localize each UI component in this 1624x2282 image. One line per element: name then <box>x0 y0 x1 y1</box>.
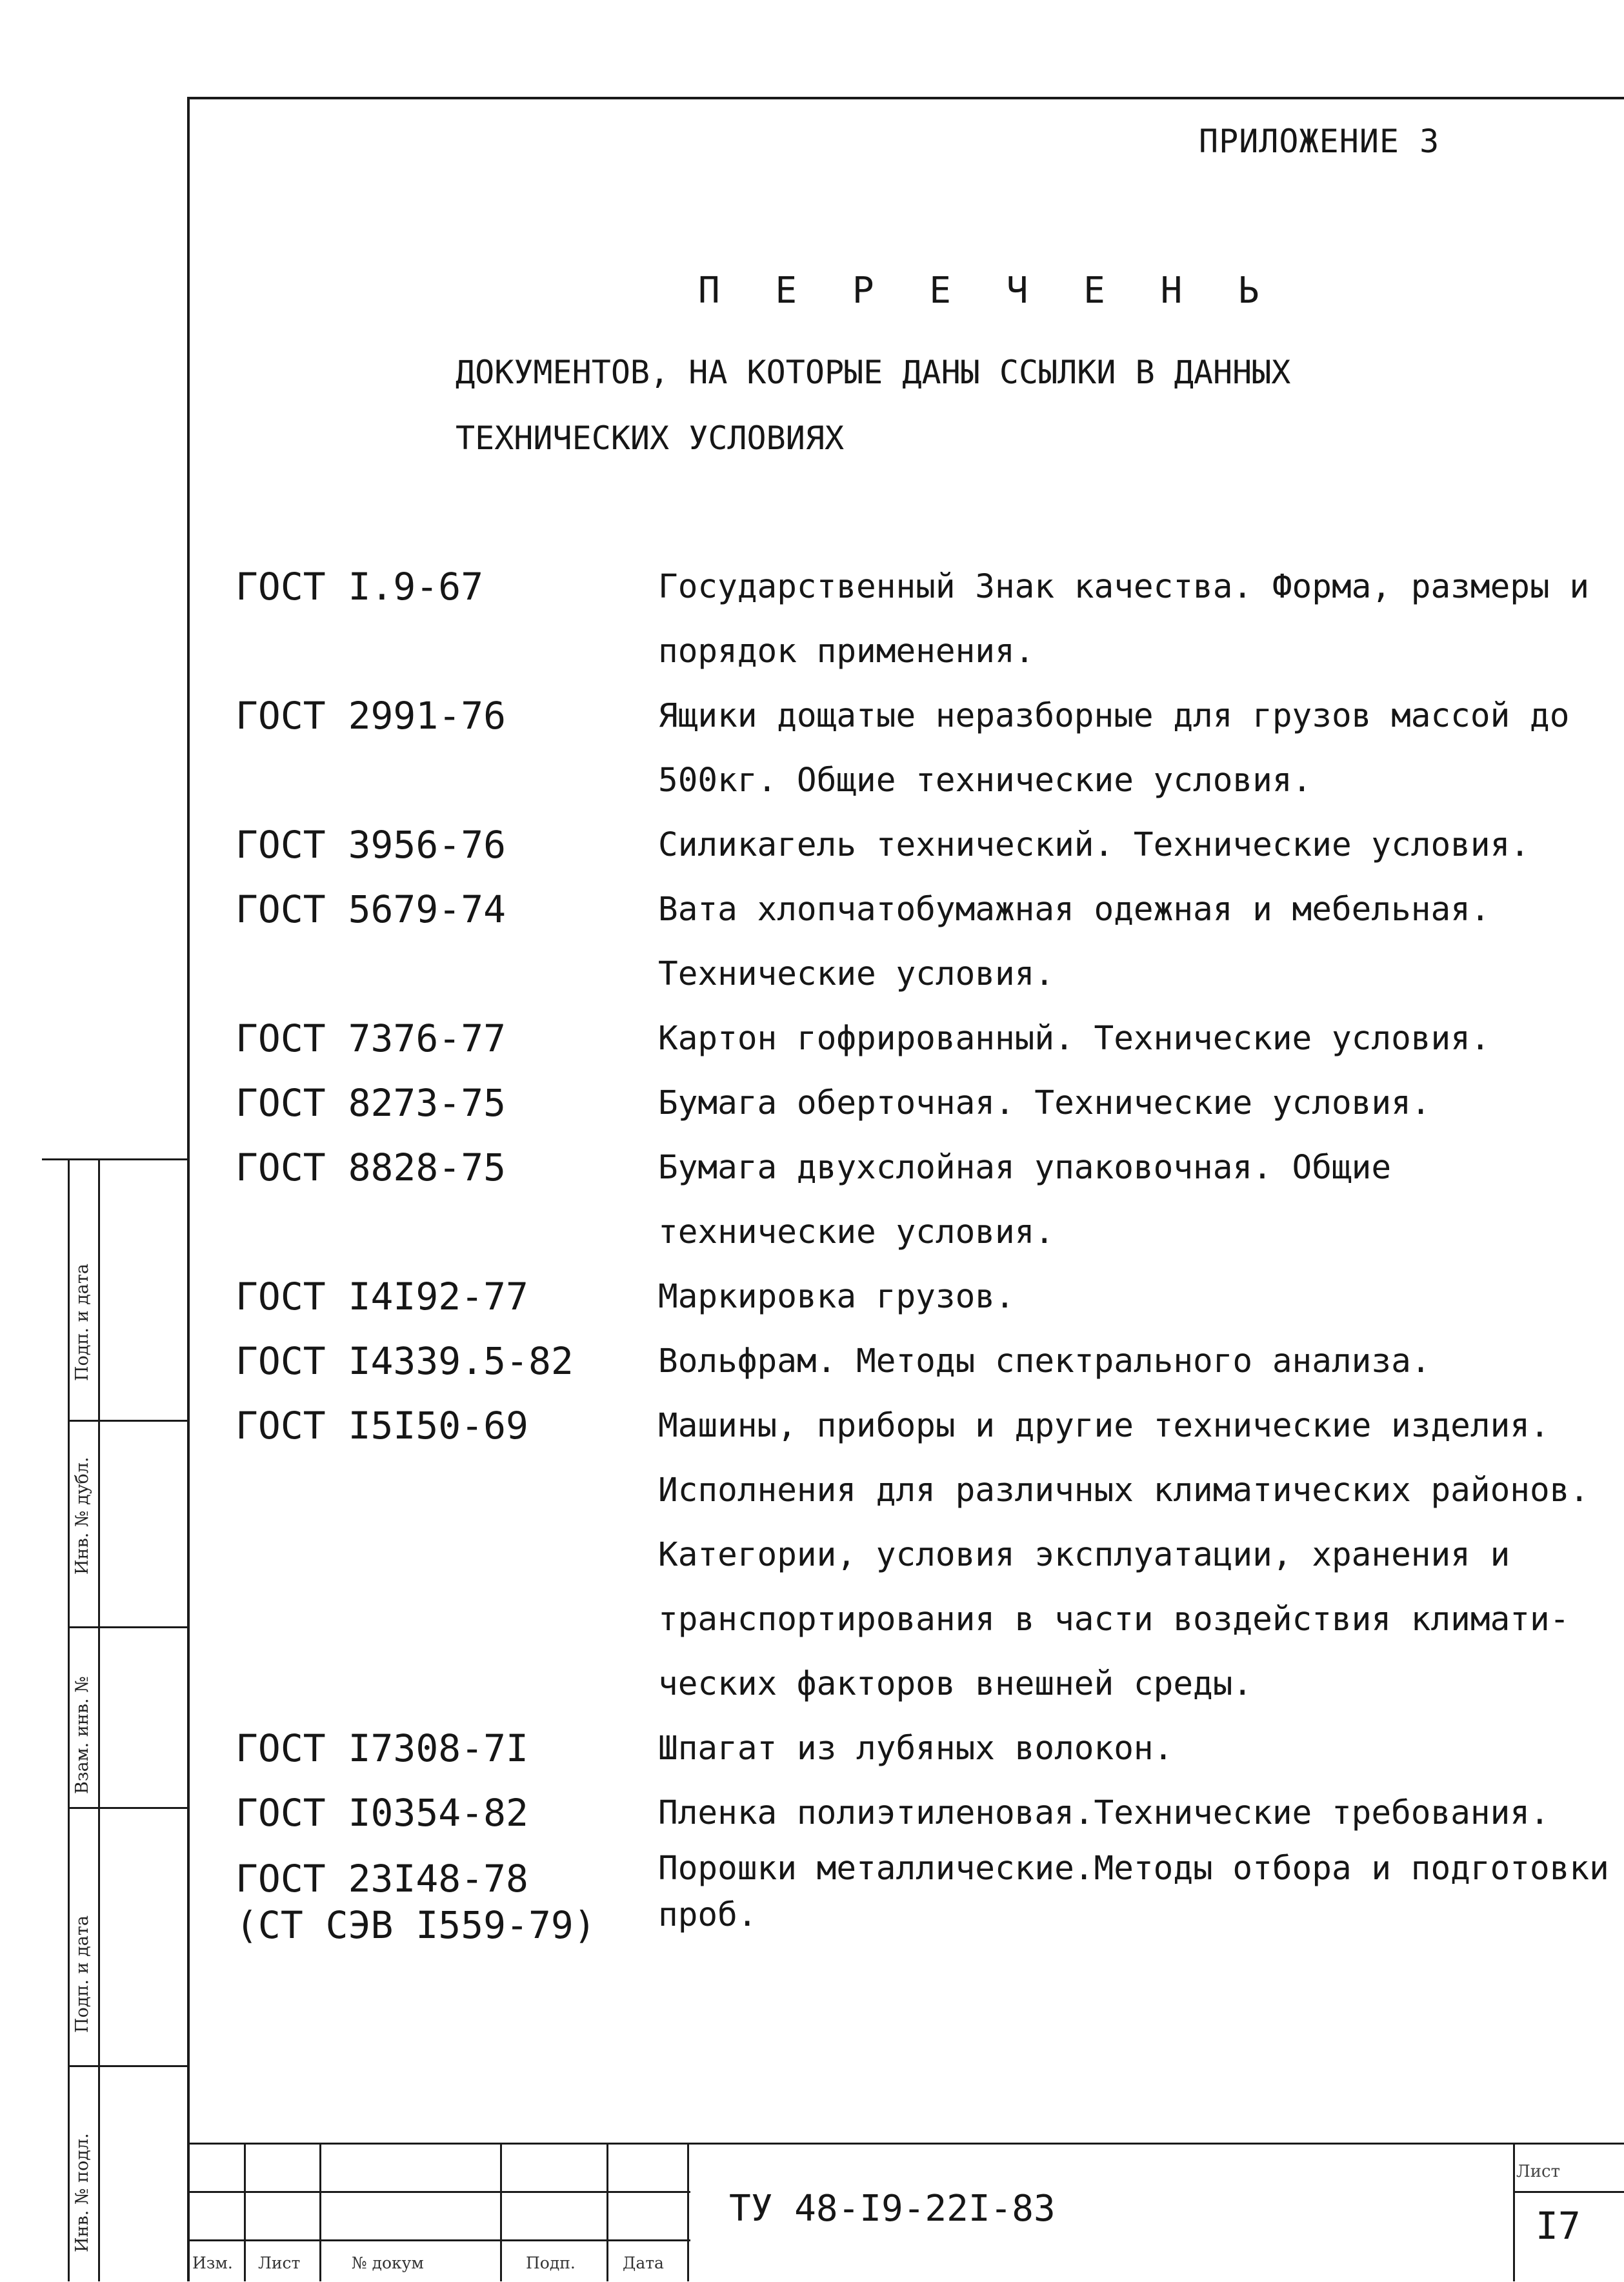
title-block-izm: Изм. <box>192 2254 233 2272</box>
gost-code: ГОСТ 8273-75 <box>236 1081 506 1125</box>
gost-code: ГОСТ I4339.5-82 <box>236 1339 574 1383</box>
gost-code: ГОСТ 7376-77 <box>236 1016 506 1060</box>
stamp-podp-data: Подп. и дата <box>72 1264 92 1381</box>
stamp-inv-dubl: Инв. № дубл. <box>72 1457 92 1575</box>
gost-code: ГОСТ I4I92-77 <box>236 1275 528 1318</box>
gost-description: Силикагель технический. Технические условия. <box>658 826 1530 864</box>
frame-left-border <box>187 97 190 2281</box>
title-block-podp: Подп. <box>526 2254 576 2272</box>
gost-description: Ящики дощатые неразборные для грузов массой до 500кг. Общие технические условия. <box>658 697 1570 800</box>
gost-description: Маркировка грузов. <box>658 1278 1015 1316</box>
page-title: П Е Р Е Ч Е Н Ь <box>698 270 1276 312</box>
stamp-inv-podl: Инв. № подл. <box>72 2133 92 2252</box>
gost-description: Государственный Знак качества. Форма, размеры и порядок применения. <box>658 568 1590 671</box>
stamp-podp-data-2: Подп. и дата <box>72 1915 92 2033</box>
gost-description: Пленка полиэтиленовая.Технические требования. <box>658 1794 1550 1832</box>
gost-description: Порошки металлические.Методы отбора и подготовки проб. <box>658 1850 1609 1934</box>
appendix-label: ПРИЛОЖЕНИЕ 3 <box>1199 123 1440 160</box>
gost-description: Шпагат из лубяных волокон. <box>658 1730 1174 1768</box>
gost-code: ГОСТ I.9-67 <box>236 565 484 609</box>
stamp-vzam-inv: Взам. инв. № <box>72 1676 92 1794</box>
gost-description: Вольфрам. Методы спектрального анализа. <box>658 1342 1431 1380</box>
gost-code: ГОСТ 8828-75 <box>236 1146 506 1189</box>
title-block-dokum: № докум <box>352 2254 424 2272</box>
gost-code: ГОСТ I7308-7I <box>236 1726 528 1770</box>
gost-code: ГОСТ 3956-76 <box>236 823 506 867</box>
gost-description: Машины, приборы и другие технические изделия. Исполнения для различных климатических районов. Категории, условия эксплуатации, хранения и транспортирования в части воздействия климати- ческих факторов внешней среды. <box>658 1407 1590 1703</box>
gost-description: Картон гофрированный. Технические условия. <box>658 1020 1490 1058</box>
title-block-data: Дата <box>623 2254 664 2272</box>
gost-description: Бумага оберточная. Технические условия. <box>658 1084 1431 1122</box>
frame-top-border <box>187 97 1624 99</box>
subtitle-line-2: ТЕХНИЧЕСКИХ УСЛОВИЯХ <box>456 419 845 457</box>
subtitle-line-1: ДОКУМЕНТОВ, НА КОТОРЫЕ ДАНЫ ССЫЛКИ В ДАННЫХ <box>456 354 1291 391</box>
document-code: ТУ 48-I9-22I-83 <box>729 2188 1056 2230</box>
sheet-number: I7 <box>1536 2204 1581 2248</box>
gost-description: Вата хлопчатобумажная одежная и мебельная. Технические условия. <box>658 891 1490 993</box>
sheet-label: Лист <box>1516 2162 1560 2181</box>
gost-code: ГОСТ I0354-82 <box>236 1791 528 1835</box>
title-block-list: Лист <box>258 2254 301 2272</box>
gost-code: ГОСТ I5I50-69 <box>236 1404 528 1448</box>
gost-code: ГОСТ 2991-76 <box>236 694 506 738</box>
frame-bottom-border <box>187 2143 1624 2145</box>
gost-code: ГОСТ 5679-74 <box>236 887 506 931</box>
gost-description: Бумага двухслойная упаковочная. Общие технические условия. <box>658 1149 1392 1251</box>
gost-code: ГОСТ 23I48-78 (СТ СЭВ I559-79) <box>236 1857 596 1947</box>
